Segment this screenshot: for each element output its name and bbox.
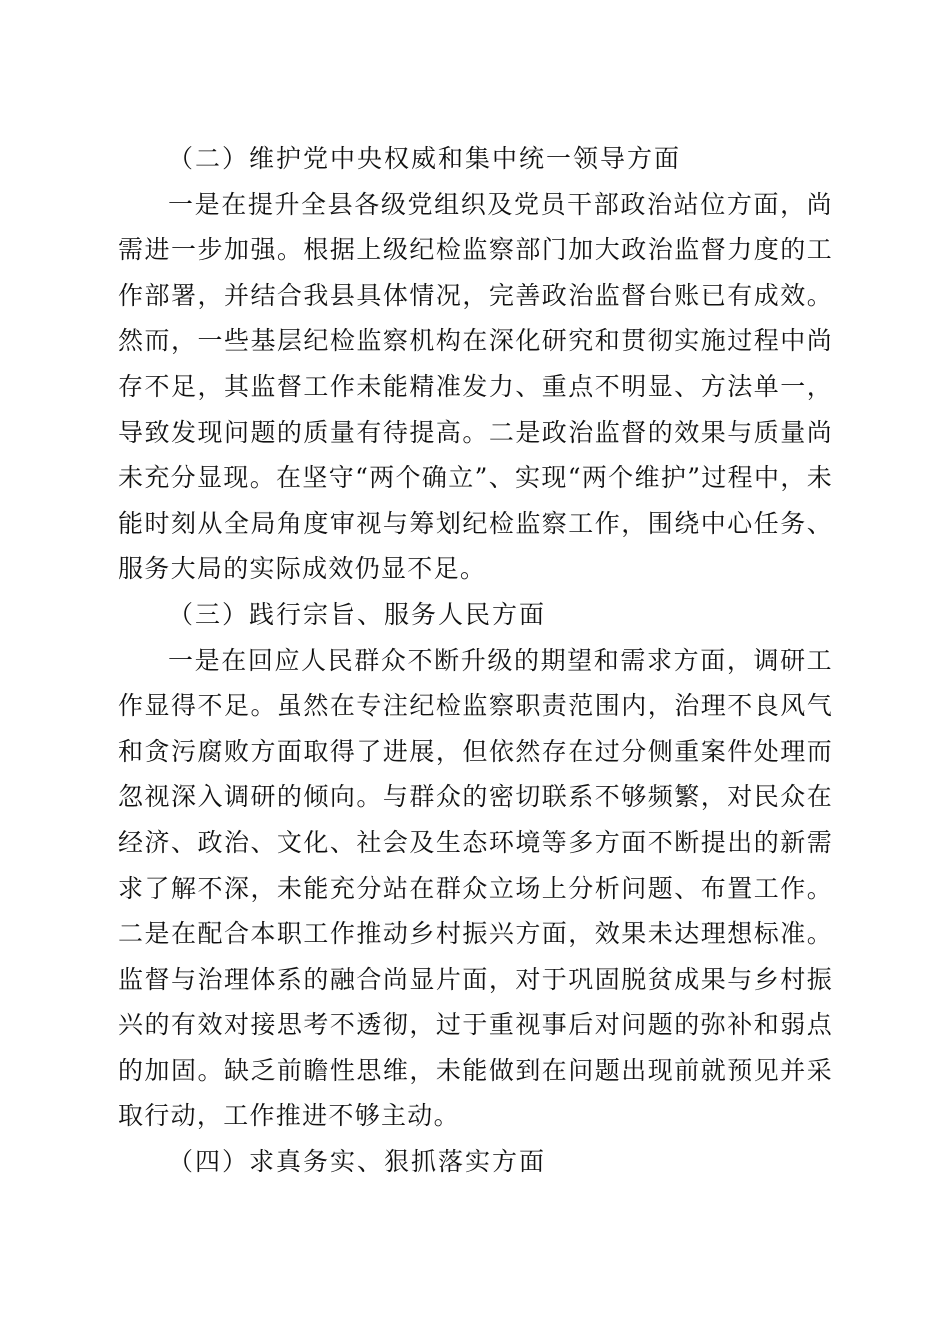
section-heading-2: （二）维护党中央权威和集中统一领导方面 — [168, 144, 682, 173]
section-heading-4: （四）求真务实、狠抓落实方面 — [168, 1147, 547, 1177]
section-paragraph-2: 一是在提升全县各级党组织及党员干部政治站位方面，尚需进一步加强。根据上级纪检监察部门加大政治监督力度的工作部署，并结合我县具体情况，完善政治监督台账已有成效。然而，一些基层纪检监察机构在深化研究和贯彻实施过程中尚存不足，其监督工作未能精准发力、重点不明显、方法单一，导致发现问题的质量有待提高。二是政治监督的效果与质量尚未充分显现。在坚守“两个确立”、实现“两个维护”过程中，未能时刻从全局角度审视与筹划纪检监察工作，围绕中心任务、服务大局的实际成效仍显不足。 — [118, 189, 833, 584]
section-paragraph-3: 一是在回应人民群众不断升级的期望和需求方面，调研工作显得不足。虽然在专注纪检监察职责范围内，治理不良风气和贪污腐败方面取得了进展，但依然存在过分侧重案件处理而忽视深入调研的倾向。与群众的密切联系不够频繁，对民众在经济、政治、文化、社会及生态环境等多方面不断提出的新需求了解不深，未能充分站在群众立场上分析问题、布置工作。二是在配合本职工作推动乡村振兴方面，效果未达理想标准。监督与治理体系的融合尚显片面，对于巩固脱贫成果与乡村振兴的有效对接思考不透彻，过于重视事后对问题的弥补和弱点的加固。缺乏前瞻性思维，未能做到在问题出现前就预见并采取行动，工作推进不够主动。 — [118, 645, 833, 1131]
section-heading-3: （三）践行宗旨、服务人民方面 — [168, 599, 547, 629]
document-body — [118, 136, 833, 1185]
